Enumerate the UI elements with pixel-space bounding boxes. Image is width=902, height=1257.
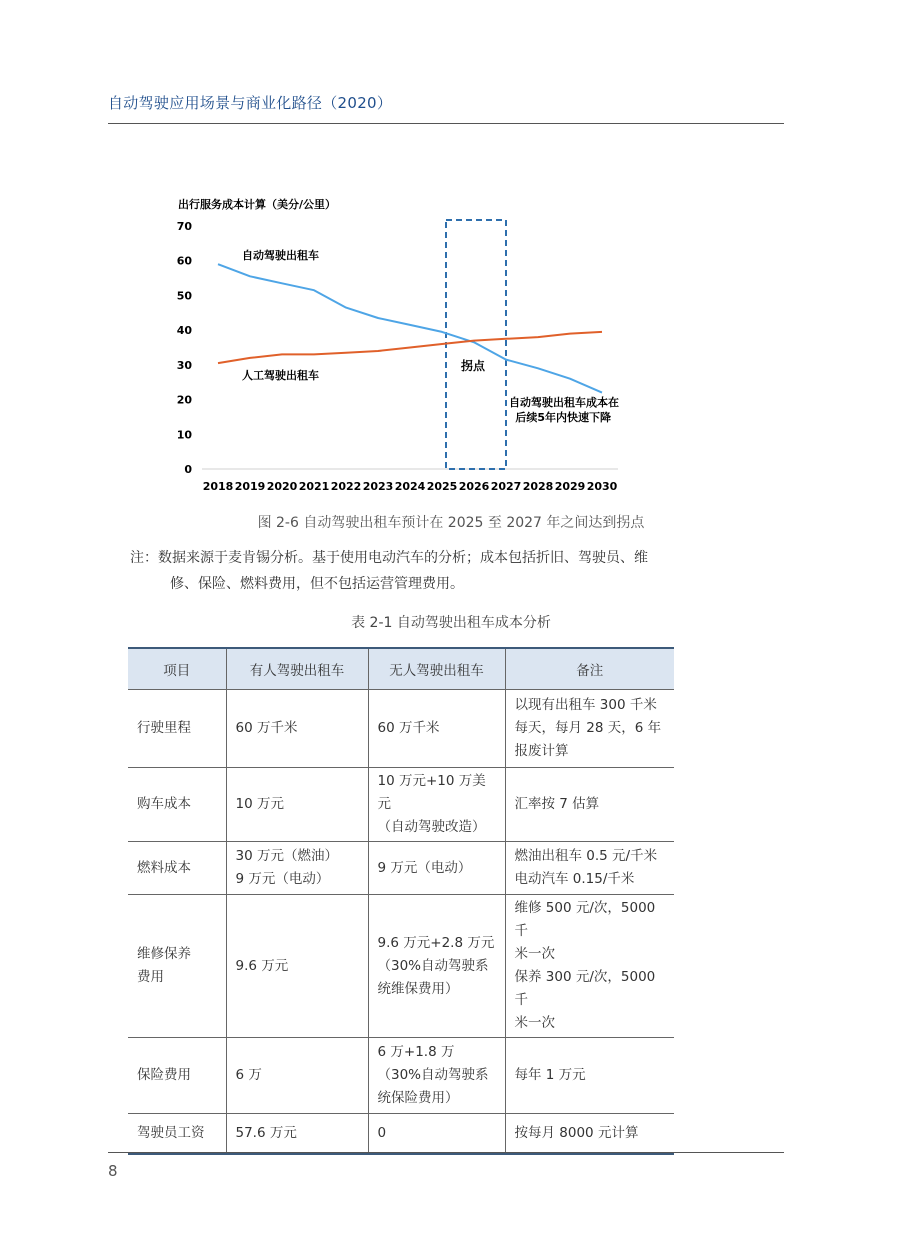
cell-item: 维修保养 费用 <box>128 895 226 1038</box>
cell-robotaxi: 0 <box>368 1114 505 1154</box>
table-caption: 表 2-1 自动驾驶出租车成本分析 <box>351 615 551 631</box>
y-tick-label: 20 <box>176 393 192 407</box>
x-tick-label: 2028 <box>522 480 554 493</box>
cell-item: 购车成本 <box>128 768 226 842</box>
cell-manned: 60 万千米 <box>226 690 368 768</box>
cell-robotaxi: 10 万元+10 万美元 （自动驾驶改造） <box>368 768 505 842</box>
x-tick-label: 2018 <box>202 480 234 493</box>
series-label-manned-taxi: 人工驾驶出租车 <box>242 369 319 382</box>
y-tick-label: 40 <box>176 324 192 338</box>
y-tick-label: 10 <box>176 428 192 442</box>
cell-item: 驾驶员工资 <box>128 1114 226 1154</box>
table-row <box>128 768 674 842</box>
header-item: 项目 <box>128 648 226 690</box>
cell-remarks: 汇率按 7 估算 <box>505 768 674 842</box>
series-line-manned-taxi <box>218 332 602 363</box>
figure-note <box>130 545 690 597</box>
cell-item: 燃料成本 <box>128 842 226 895</box>
x-tick-label: 2021 <box>298 480 330 493</box>
cell-robotaxi: 6 万+1.8 万 （30%自动驾驶系 统保险费用） <box>368 1038 505 1114</box>
table-row <box>128 895 674 1038</box>
cell-manned: 30 万元（燃油） 9 万元（电动） <box>226 842 368 895</box>
y-tick-label: 0 <box>184 463 192 476</box>
y-axis-title: 出行服务成本计算（美分/公里） <box>178 198 337 211</box>
x-tick-label: 2030 <box>586 480 618 493</box>
header-robotaxi: 无人驾驶出租车 <box>368 648 505 690</box>
header-divider <box>108 123 784 124</box>
cell-remarks: 燃油出租车 0.5 元/千米 电动汽车 0.15/千米 <box>505 842 674 895</box>
header-manned-taxi: 有人驾驶出租车 <box>226 648 368 690</box>
x-tick-label: 2025 <box>426 480 458 493</box>
footer-divider <box>108 1152 784 1153</box>
x-tick-label: 2029 <box>554 480 586 493</box>
y-tick-label: 30 <box>176 358 192 372</box>
cell-remarks: 以现有出租车 300 千米 每天，每月 28 天，6 年 报废计算 <box>505 690 674 768</box>
x-tick-label: 2027 <box>490 480 522 493</box>
x-tick-label: 2023 <box>362 480 394 493</box>
header-remarks: 备注 <box>505 648 674 690</box>
page-number: 8 <box>108 1162 118 1180</box>
series-label-robotaxi: 自动驾驶出租车 <box>242 249 319 262</box>
y-tick-label: 60 <box>176 254 192 268</box>
x-tick-label: 2022 <box>330 480 362 493</box>
decline-annotation-line-2: 后续5年内快速下降 <box>515 411 611 424</box>
cost-analysis-table <box>128 647 674 1155</box>
y-tick-label: 50 <box>176 289 192 303</box>
cell-robotaxi: 9.6 万元+2.8 万元 （30%自动驾驶系 统维保费用） <box>368 895 505 1038</box>
cell-item: 行驶里程 <box>128 690 226 768</box>
cell-remarks: 按每月 8000 元计算 <box>505 1114 674 1154</box>
cell-manned: 10 万元 <box>226 768 368 842</box>
table-row <box>128 1114 674 1154</box>
cell-item: 保险费用 <box>128 1038 226 1114</box>
cell-remarks: 维修 500 元/次，5000 千 米一次 保养 300 元/次，5000 千 米一次 <box>505 895 674 1038</box>
table-row <box>128 1038 674 1114</box>
figure-caption: 图 2-6 自动驾驶出租车预计在 2025 至 2027 年之间达到拐点 <box>257 515 645 531</box>
table-header-row <box>128 648 674 690</box>
cell-robotaxi: 9 万元（电动） <box>368 842 505 895</box>
cell-manned: 6 万 <box>226 1038 368 1114</box>
x-tick-label: 2026 <box>458 480 490 493</box>
note-line-1: 注：数据来源于麦肯锡分析。基于使用电动汽车的分析；成本包括折旧、驾驶员、维 <box>130 550 648 566</box>
x-tick-label: 2024 <box>394 480 426 493</box>
cell-robotaxi: 60 万千米 <box>368 690 505 768</box>
x-tick-label: 2019 <box>234 480 266 493</box>
cost-line-chart <box>170 190 640 500</box>
table-row <box>128 690 674 768</box>
y-tick-label: 70 <box>176 220 192 233</box>
inflection-label: 拐点 <box>461 359 486 373</box>
x-tick-label: 2020 <box>266 480 298 493</box>
note-line-2: 修、保险、燃料费用，但不包括运营管理费用。 <box>170 576 464 592</box>
decline-annotation-line-1: 自动驾驶出租车成本在 <box>509 396 619 409</box>
table-row <box>128 842 674 895</box>
cell-remarks: 每年 1 万元 <box>505 1038 674 1114</box>
cell-manned: 9.6 万元 <box>226 895 368 1038</box>
cell-manned: 57.6 万元 <box>226 1114 368 1154</box>
running-header: 自动驾驶应用场景与商业化路径（2020） <box>108 94 393 112</box>
